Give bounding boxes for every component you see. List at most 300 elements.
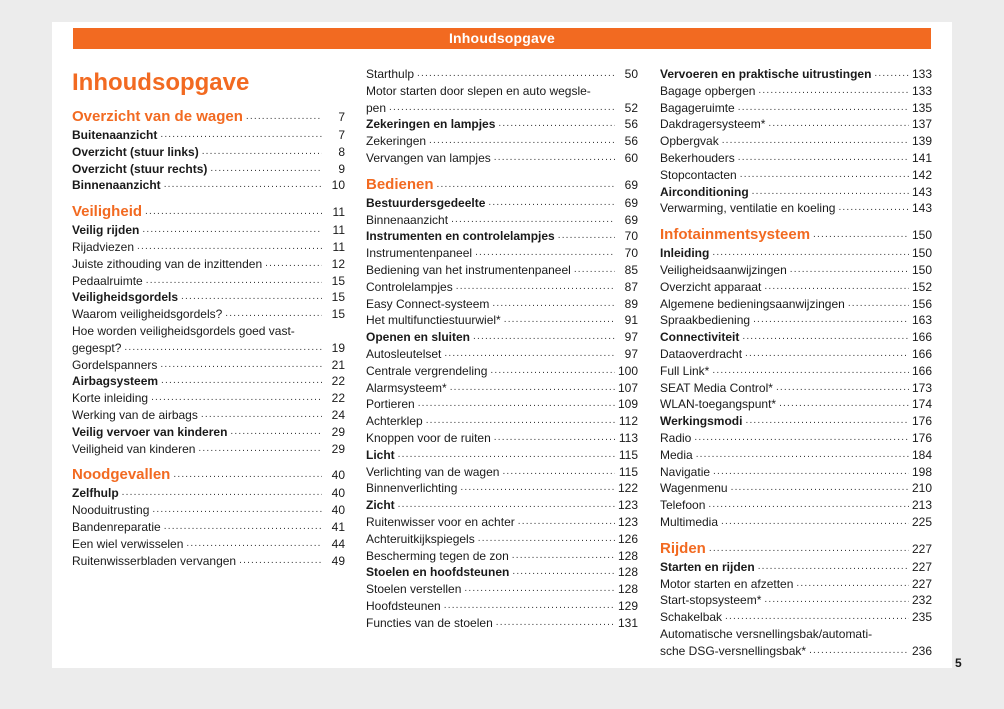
leader-dots	[768, 116, 909, 133]
toc-section[interactable]	[660, 66, 932, 83]
toc-page-number: 174	[911, 397, 932, 412]
toc-section[interactable]	[366, 228, 638, 245]
toc-section[interactable]	[72, 289, 345, 306]
toc-page-number: 15	[331, 290, 345, 305]
toc-entry-continued[interactable]	[366, 100, 638, 117]
leader-dots	[752, 184, 909, 201]
leader-dots	[574, 262, 615, 279]
toc-entry[interactable]	[72, 256, 345, 273]
toc-page-number: 12	[331, 256, 345, 271]
leader-dots	[230, 424, 322, 441]
toc-entry[interactable]	[72, 502, 345, 519]
toc-entry-title: Licht	[366, 447, 395, 462]
toc-page-number: 100	[617, 363, 638, 378]
toc-entry-title: Centrale vergrendeling	[366, 363, 488, 378]
toc-entry-title: Buitenaanzicht	[72, 128, 158, 142]
toc-entry[interactable]	[660, 262, 932, 279]
chapter-spacer	[72, 194, 345, 202]
leader-dots	[137, 239, 322, 256]
toc-entry[interactable]	[366, 296, 638, 313]
toc-entry[interactable]	[660, 626, 932, 643]
toc-entry[interactable]	[660, 480, 932, 497]
toc-page-number: 22	[331, 391, 345, 406]
toc-page-number: 128	[617, 548, 638, 563]
toc-section[interactable]	[366, 116, 638, 133]
toc-section[interactable]	[366, 329, 638, 346]
toc-page-number: 8	[338, 144, 345, 159]
toc-entry[interactable]	[366, 480, 638, 497]
toc-page-number: 150	[911, 262, 932, 277]
leader-dots	[764, 592, 909, 609]
leader-dots	[451, 212, 615, 229]
toc-entry-title: Start-stopsysteem*	[660, 593, 762, 608]
toc-entry-title: Bediening van het instrumentenpaneel	[366, 262, 571, 277]
toc-entry[interactable]	[366, 262, 638, 279]
toc-entry[interactable]	[660, 346, 932, 363]
toc-entry[interactable]	[366, 150, 638, 167]
toc-page-number: 40	[331, 468, 345, 483]
toc-entry[interactable]	[660, 200, 932, 217]
leader-dots	[496, 615, 615, 632]
toc-entry-title: sche DSG-versnellingsbak*	[660, 643, 807, 658]
toc-entry-title: Achterklep	[366, 414, 423, 429]
leader-dots	[848, 296, 909, 313]
toc-entry[interactable]	[72, 239, 345, 256]
toc-page-number: 184	[911, 447, 932, 462]
toc-page-number: 141	[911, 150, 932, 165]
leader-dots	[721, 514, 909, 531]
leader-dots	[502, 464, 615, 481]
toc-entry[interactable]	[366, 430, 638, 447]
toc-page-number: 176	[911, 414, 932, 429]
toc-entry-title: Motor starten en afzetten	[660, 576, 794, 591]
toc-page-number: 126	[617, 531, 638, 546]
toc-entry-title: Veilig rijden	[72, 223, 140, 238]
toc-chapter[interactable]	[660, 539, 932, 559]
toc-entry[interactable]	[660, 576, 932, 593]
toc-entry-title: Airconditioning	[660, 184, 749, 199]
toc-entry[interactable]	[366, 380, 638, 397]
leader-dots	[426, 413, 615, 430]
toc-section[interactable]	[660, 329, 932, 346]
leader-dots	[152, 502, 322, 519]
leader-dots	[460, 480, 615, 497]
toc-entry[interactable]	[72, 553, 345, 570]
toc-page-number: 69	[624, 177, 638, 192]
leader-dots	[712, 245, 909, 262]
toc-page-number: 128	[617, 582, 638, 597]
toc-entry-title: Dakdragersysteem*	[660, 117, 766, 132]
leader-dots	[488, 195, 615, 212]
toc-page-number: 137	[911, 117, 932, 132]
toc-page-number: 152	[911, 279, 932, 294]
chapter-spacer	[72, 457, 345, 465]
toc-entry-title: Pedaalruimte	[72, 273, 143, 288]
toc-section[interactable]	[72, 177, 345, 194]
toc-entry-title: SEAT Media Control*	[660, 380, 773, 395]
toc-section[interactable]	[660, 245, 932, 262]
toc-page-number: 232	[911, 593, 932, 608]
toc-entry-title: Hoe worden veiligheidsgordels goed vast-	[72, 323, 295, 338]
leader-dots	[490, 363, 615, 380]
toc-entry-title: Nooduitrusting	[72, 503, 150, 518]
leader-dots	[464, 581, 615, 598]
toc-entry-title: Zelfhulp	[72, 486, 119, 501]
toc-page-number: 227	[911, 576, 932, 591]
toc-page-number: 11	[332, 239, 345, 254]
leader-dots	[160, 127, 322, 144]
toc-section[interactable]	[366, 447, 638, 464]
leader-dots	[246, 107, 322, 127]
leader-dots	[708, 497, 909, 514]
toc-page-number: 22	[331, 374, 345, 389]
page-number: 5	[955, 656, 962, 670]
leader-dots	[745, 346, 909, 363]
toc-entry-title: Vervoeren en praktische uitrustingen	[660, 67, 872, 81]
toc-entry-title: Bagage opbergen	[660, 83, 756, 98]
toc-entry[interactable]	[72, 273, 345, 290]
toc-page-number: 69	[624, 212, 638, 227]
toc-entry-title: Veiligheidsaanwijzingen	[660, 262, 787, 277]
leader-dots	[456, 279, 615, 296]
toc-entry-title: Starthulp	[366, 67, 415, 81]
toc-page-number: 40	[331, 503, 345, 518]
leader-dots	[738, 100, 909, 117]
leader-dots	[813, 225, 909, 245]
leader-dots	[731, 480, 909, 497]
leader-dots	[444, 598, 615, 615]
toc-entry[interactable]	[366, 66, 638, 83]
toc-page-number: 60	[624, 150, 638, 165]
toc-entry-title: Werking van de airbags	[72, 407, 198, 422]
toc-entry-title: Het multifunctiestuurwiel*	[366, 313, 501, 328]
toc-page-number: 19	[331, 340, 345, 355]
toc-entry[interactable]	[366, 615, 638, 632]
toc-entry[interactable]	[660, 380, 932, 397]
toc-entry[interactable]	[72, 536, 345, 553]
toc-page-number: 41	[331, 519, 345, 534]
toc-entry-title: Zicht	[366, 498, 395, 513]
toc-column-3	[660, 66, 932, 660]
toc-entry-title: Overzicht (stuur links)	[72, 144, 199, 159]
toc-entry[interactable]	[660, 312, 932, 329]
toc-section[interactable]	[72, 222, 345, 239]
toc-entry-title: Bescherming tegen de zon	[366, 548, 509, 563]
toc-page-number: 15	[331, 273, 345, 288]
toc-entry-title: gegespt?	[72, 340, 122, 355]
toc-page-number: 44	[331, 536, 345, 551]
toc-entry-title: Hoofdsteunen	[366, 598, 441, 613]
toc-section[interactable]	[72, 161, 345, 178]
toc-entry[interactable]	[660, 514, 932, 531]
toc-section[interactable]	[72, 127, 345, 144]
leader-dots	[512, 564, 615, 581]
toc-page-number: 166	[911, 363, 932, 378]
toc-page-number: 150	[911, 228, 932, 243]
toc-page-number: 29	[331, 424, 345, 439]
toc-entry[interactable]	[72, 519, 345, 536]
leader-dots	[161, 373, 322, 390]
leader-dots	[265, 256, 322, 273]
toc-entry[interactable]	[660, 150, 932, 167]
toc-page-number: 135	[911, 100, 932, 115]
leader-dots	[429, 133, 615, 150]
toc-entry-continued[interactable]	[660, 643, 932, 660]
leader-dots	[722, 133, 909, 150]
toc-entry[interactable]	[366, 413, 638, 430]
section-header-bar: Inhoudsopgave	[73, 28, 931, 49]
toc-entry-title: Portieren	[366, 397, 415, 412]
leader-dots	[444, 346, 615, 363]
toc-chapter[interactable]	[660, 225, 932, 245]
leader-dots	[398, 497, 615, 514]
toc-page-number: 56	[624, 117, 638, 132]
toc-page-number: 7	[338, 110, 345, 124]
toc-entry-title: Full Link*	[660, 363, 710, 378]
toc-column-2	[366, 66, 638, 632]
toc-page-number: 133	[911, 83, 932, 98]
leader-dots	[725, 609, 909, 626]
toc-page-number: 49	[331, 553, 345, 568]
toc-entry-title: Binnenverlichting	[366, 481, 458, 496]
page-title: Inhoudsopgave	[72, 69, 250, 96]
toc-entry[interactable]	[366, 346, 638, 363]
toc-entry-title: Veilig vervoer van kinderen	[72, 424, 228, 439]
leader-dots	[696, 447, 909, 464]
leader-dots	[181, 289, 322, 306]
toc-page-number: 227	[911, 541, 932, 556]
toc-page-number: 70	[624, 229, 638, 244]
leader-dots	[504, 312, 615, 329]
toc-entry[interactable]	[660, 464, 932, 481]
toc-entry-title: Navigatie	[660, 464, 711, 479]
leader-dots	[398, 447, 615, 464]
toc-page-number: 235	[911, 610, 932, 625]
toc-entry-title: pen	[366, 100, 387, 115]
leader-dots	[142, 222, 322, 239]
toc-section[interactable]	[366, 497, 638, 514]
toc-entry-title: Multimedia	[660, 514, 719, 529]
toc-entry[interactable]	[660, 296, 932, 313]
leader-dots	[160, 357, 322, 374]
toc-entry[interactable]	[660, 430, 932, 447]
toc-section[interactable]	[366, 564, 638, 581]
toc-entry[interactable]	[366, 133, 638, 150]
toc-entry-title: Controlelampjes	[366, 279, 453, 294]
toc-entry-title: Starten en rijden	[660, 559, 755, 574]
toc-section[interactable]	[72, 424, 345, 441]
chapter-spacer	[660, 217, 932, 225]
toc-entry[interactable]	[660, 167, 932, 184]
toc-section[interactable]	[72, 485, 345, 502]
toc-entry-title: Binnenaanzicht	[72, 178, 161, 193]
toc-page-number: 227	[911, 559, 932, 574]
toc-entry[interactable]	[72, 407, 345, 424]
toc-section[interactable]	[72, 144, 345, 161]
leader-dots	[492, 296, 615, 313]
toc-page-number: 50	[624, 67, 638, 81]
toc-entry-title: Rijadviezen	[72, 239, 135, 254]
toc-page-number: 213	[911, 498, 932, 513]
leader-dots	[745, 413, 909, 430]
toc-page-number: 24	[331, 407, 345, 422]
toc-entry-title: Ruitenwisser voor en achter	[366, 514, 515, 529]
toc-entry[interactable]	[660, 133, 932, 150]
leader-dots	[694, 430, 909, 447]
toc-entry-title: Radio	[660, 430, 692, 445]
leader-dots	[494, 150, 615, 167]
toc-entry[interactable]	[366, 245, 638, 262]
toc-entry-title: Achteruitkijkspiegels	[366, 531, 475, 546]
leader-dots	[146, 273, 322, 290]
toc-page-number: 133	[911, 67, 932, 81]
toc-entry-title: Knoppen voor de ruiten	[366, 430, 491, 445]
leader-dots	[151, 390, 322, 407]
toc-entry[interactable]	[366, 531, 638, 548]
leader-dots	[713, 464, 909, 481]
toc-entry-title: Openen en sluiten	[366, 330, 471, 345]
toc-page-number: 156	[911, 296, 932, 311]
toc-entry-title: Infotainmentsysteem	[660, 226, 811, 244]
toc-section[interactable]	[660, 184, 932, 201]
toc-entry-title: Motor starten door slepen en auto wegsle-	[366, 83, 591, 98]
toc-chapter[interactable]	[72, 465, 345, 485]
leader-dots	[809, 643, 909, 660]
leader-dots	[198, 441, 322, 458]
toc-entry[interactable]	[660, 447, 932, 464]
toc-entry[interactable]	[660, 592, 932, 609]
toc-entry[interactable]	[366, 598, 638, 615]
toc-entry[interactable]	[366, 548, 638, 565]
toc-entry[interactable]	[72, 390, 345, 407]
toc-page-number: 123	[617, 498, 638, 513]
toc-entry[interactable]	[660, 363, 932, 380]
toc-entry-title: Bedienen	[366, 175, 434, 193]
toc-chapter[interactable]	[72, 107, 345, 127]
toc-entry-title: Dataoverdracht	[660, 346, 743, 361]
toc-page-number: 21	[331, 357, 345, 372]
toc-page-number: 225	[911, 514, 932, 529]
toc-entry[interactable]	[72, 357, 345, 374]
toc-page-number: 89	[624, 296, 638, 311]
toc-entry[interactable]	[72, 323, 345, 340]
toc-entry-title: Een wiel verwisselen	[72, 536, 184, 551]
leader-dots	[417, 66, 615, 83]
leader-dots	[498, 116, 615, 133]
toc-page-number: 139	[911, 134, 932, 149]
toc-page-number: 166	[911, 346, 932, 361]
toc-page-number: 143	[911, 184, 932, 199]
toc-page-number: 87	[624, 279, 638, 294]
toc-entry[interactable]	[366, 464, 638, 481]
toc-entry-title: Spraakbediening	[660, 313, 751, 328]
leader-dots	[512, 548, 615, 565]
toc-entry[interactable]	[660, 396, 932, 413]
toc-entry-title: Stoelen en hoofdsteunen	[366, 565, 510, 580]
leader-dots	[874, 66, 909, 83]
toc-entry-title: Algemene bedieningsaanwijzingen	[660, 296, 845, 311]
toc-entry-title: Vervangen van lampjes	[366, 150, 491, 165]
toc-entry[interactable]	[660, 116, 932, 133]
toc-entry[interactable]	[660, 83, 932, 100]
toc-entry[interactable]	[72, 441, 345, 458]
toc-entry-title: Schakelbak	[660, 610, 723, 625]
toc-section[interactable]	[72, 373, 345, 390]
toc-entry-title: Airbagsysteem	[72, 374, 159, 389]
toc-entry[interactable]	[366, 83, 638, 100]
toc-section[interactable]	[660, 413, 932, 430]
leader-dots	[478, 531, 615, 548]
toc-entry-title: Telefoon	[660, 498, 706, 513]
toc-entry-title: Werkingsmodi	[660, 414, 743, 429]
toc-page-number: 109	[617, 397, 638, 412]
toc-entry[interactable]	[660, 100, 932, 117]
toc-entry[interactable]	[366, 212, 638, 229]
toc-entry[interactable]	[660, 279, 932, 296]
toc-entry[interactable]	[660, 497, 932, 514]
toc-page-number: 210	[911, 481, 932, 496]
leader-dots	[164, 519, 322, 536]
chapter-spacer	[660, 531, 932, 539]
toc-entry-title: Bagageruimte	[660, 100, 735, 115]
leader-dots	[709, 539, 909, 559]
toc-page-number: 112	[618, 414, 638, 429]
toc-entry[interactable]	[366, 581, 638, 598]
leader-dots	[210, 161, 322, 178]
toc-entry-title: Korte inleiding	[72, 391, 149, 406]
toc-entry[interactable]	[366, 514, 638, 531]
toc-entry-continued[interactable]	[72, 340, 345, 357]
toc-entry-title: Alarmsysteem*	[366, 380, 447, 395]
toc-page-number: 115	[618, 447, 638, 462]
toc-page-number: 166	[911, 330, 932, 345]
toc-entry-title: Bandenreparatie	[72, 519, 161, 534]
toc-entry[interactable]	[660, 609, 932, 626]
leader-dots	[437, 175, 615, 195]
toc-page-number: 69	[624, 195, 638, 210]
toc-page-number: 123	[617, 514, 638, 529]
toc-entry[interactable]	[366, 363, 638, 380]
toc-section[interactable]	[366, 195, 638, 212]
toc-page-number: 10	[331, 178, 345, 193]
leader-dots	[712, 363, 909, 380]
leader-dots	[753, 312, 909, 329]
toc-entry[interactable]	[366, 312, 638, 329]
leader-dots	[796, 576, 909, 593]
leader-dots	[776, 380, 909, 397]
toc-entry-title: Stopcontacten	[660, 167, 737, 182]
toc-entry-title: Overzicht apparaat	[660, 279, 762, 294]
leader-dots	[838, 200, 909, 217]
toc-chapter[interactable]	[72, 202, 345, 222]
toc-page-number: 143	[911, 201, 932, 216]
leader-dots	[494, 430, 615, 447]
toc-section[interactable]	[660, 559, 932, 576]
toc-entry[interactable]	[366, 396, 638, 413]
toc-entry[interactable]	[72, 306, 345, 323]
toc-entry-title: Ruitenwisserbladen vervangen	[72, 553, 237, 568]
toc-page-number: 150	[911, 246, 932, 261]
leader-dots	[450, 380, 615, 397]
toc-chapter[interactable]	[366, 175, 638, 195]
toc-entry-title: Verlichting van de wagen	[366, 464, 500, 479]
toc-entry[interactable]	[366, 279, 638, 296]
leader-dots	[164, 177, 322, 194]
toc-entry-title: Instrumenten en controlelampjes	[366, 229, 555, 244]
toc-entry-title: Automatische versnellingsbak/automati-	[660, 626, 873, 641]
leader-dots	[201, 407, 322, 424]
toc-entry-title: Bestuurdersgedeelte	[366, 195, 486, 210]
